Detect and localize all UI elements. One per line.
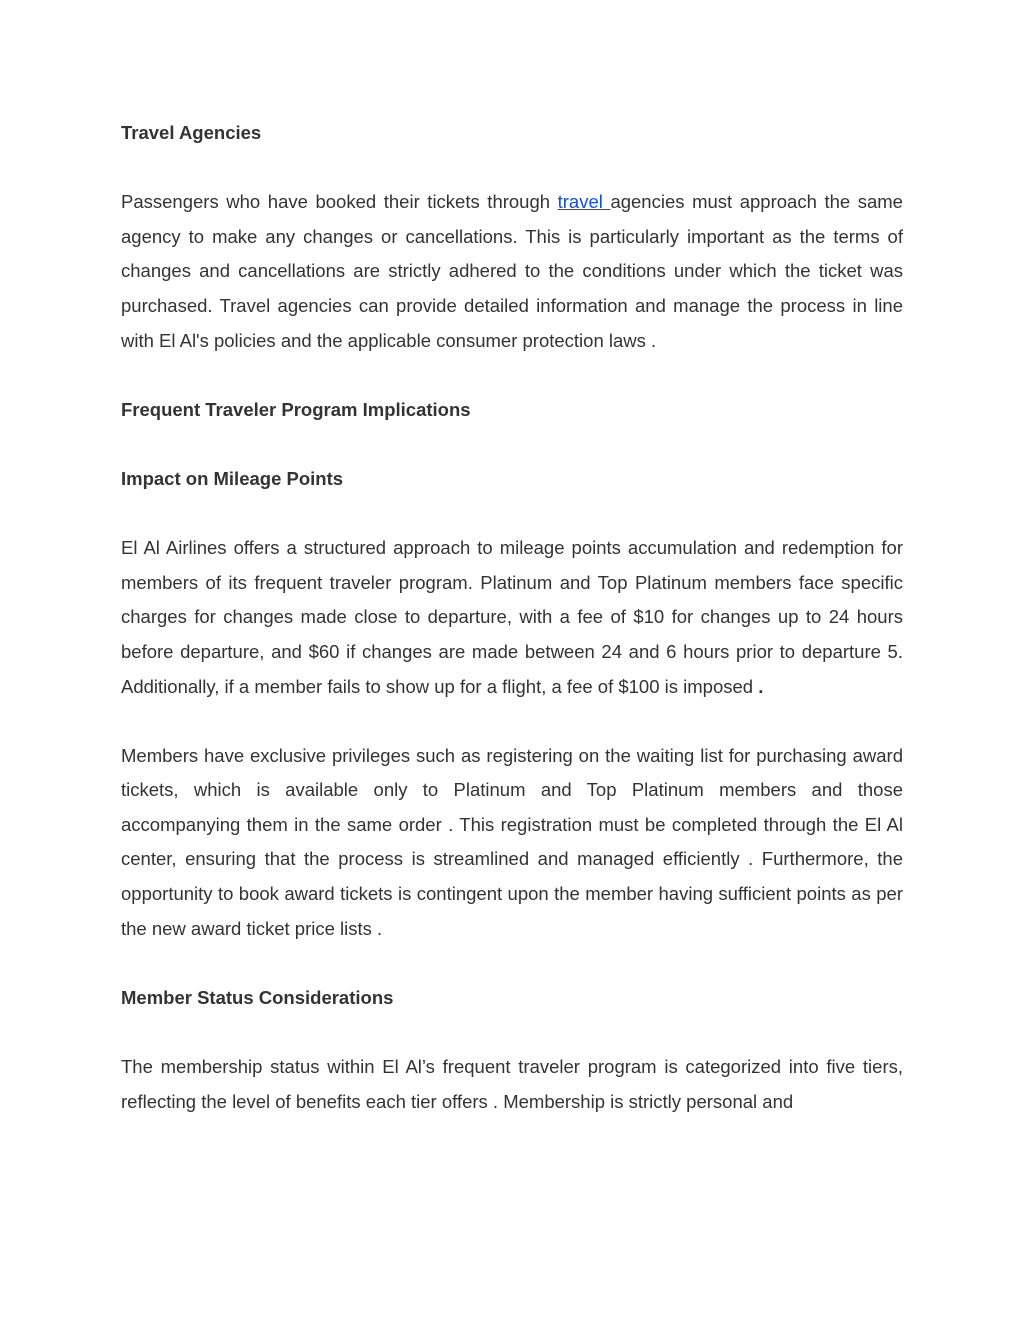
paragraph-travel-agencies bbox=[121, 185, 903, 358]
heading-travel-agencies: Travel Agencies bbox=[121, 122, 262, 143]
paragraph-text: agencies must approach the same agency to make any changes or cancellations. This is particularly important as the terms of changes and cancellations are strictly adhered to the conditions under which the ticket was purchased. Travel agencies can provide detailed information and manage the process in line with El Al's policies and the applicable consumer protection laws . bbox=[121, 191, 903, 351]
travel-link[interactable]: travel bbox=[557, 191, 611, 213]
paragraph-text: Passengers who have booked their tickets through bbox=[121, 191, 558, 213]
paragraph-member-status: The membership status within El Al’s frequent traveler program is categorized into five tiers, reflecting the level of benefits each tier offers . Membership is strictly personal and bbox=[121, 1056, 903, 1112]
heading-frequent-traveler: Frequent Traveler Program Implications bbox=[121, 398, 471, 420]
spacer bbox=[121, 704, 903, 739]
spacer bbox=[121, 497, 903, 532]
spacer bbox=[121, 151, 903, 186]
spacer bbox=[121, 1015, 903, 1050]
paragraph-text: El Al Airlines offers a structured approach to mileage points accumulation and redemption for members of its frequent traveler program. Platinum and Top Platinum members face specific charges for changes made close to departure, with a fee of $10 for changes up to 24 hours before departure, and $60 if changes are made between 24 and 6 hours prior to departure 5. Additionally, if a member fails to show up for a flight, a fee of $100 is imposed bbox=[121, 537, 903, 697]
heading-member-status: Member Status Considerations bbox=[121, 986, 394, 1008]
heading-mileage-points: Impact on Mileage Points bbox=[121, 467, 344, 489]
paragraph-member-privileges: Members have exclusive privileges such as registering on the waiting list for purchasing award tickets, which is available only to Platinum and Top Platinum members and those accompanying them in the same order . This registration must be completed through the El Al center, ensuring that the process is streamlined and managed efficiently . Furthermore, the opportunity to book award tickets is contingent upon the member having sufficient points as per the new award ticket price lists . bbox=[121, 744, 903, 939]
document-page bbox=[121, 116, 903, 1119]
spacer bbox=[121, 358, 903, 393]
spacer bbox=[121, 946, 903, 981]
bold-period: . bbox=[758, 675, 764, 697]
spacer bbox=[121, 427, 903, 462]
paragraph-mileage-charges bbox=[121, 531, 903, 704]
